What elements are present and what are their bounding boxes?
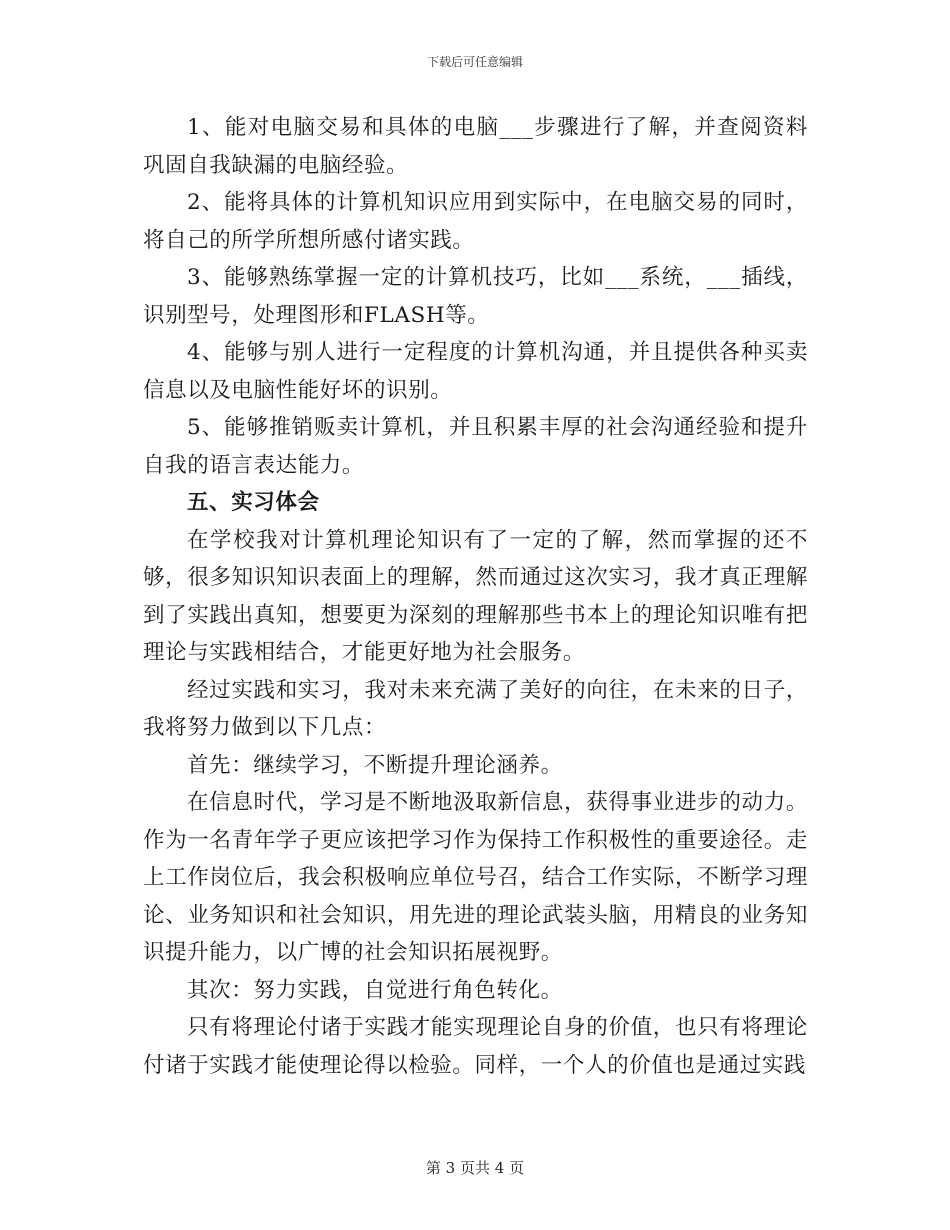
list-item-3: 3、能够熟练掌握一定的计算机技巧，比如___系统，___插线，识别型号，处理图形和FLASH等。 (143, 265, 808, 328)
list-item-5: 5、能够推销贩卖计算机，并且积累丰厚的社会沟通经验和提升自我的语言表达能力。 (143, 415, 808, 478)
body-paragraph: 只有将理论付诸于实践才能实现理论自身的价值，也只有将理论付诸于实践才能使理论得以检验。同样，一个人的价值也是通过实践 (143, 1015, 808, 1078)
body-paragraph: 在信息时代，学习是不断地汲取新信息，获得事业进步的动力。作为一名青年学子更应该把学习作为保持工作积极性的重要途径。走上工作岗位后，我会积极响应单位号召，结合工作实际，不断学习理论、业务知识和社会知识，用先进的理论武装头脑，用精良的业务知识提升能力，以广博的社会知识拓展视野。 (143, 790, 808, 965)
body-paragraph: 经过实践和实习，我对未来充满了美好的向往，在未来的日子，我将努力做到以下几点： (143, 677, 808, 740)
point-first: 首先：继续学习，不断提升理论涵养。 (187, 752, 563, 778)
page-footer: 第 3 页共 4 页 (425, 1159, 525, 1177)
list-item-4: 4、能够与别人进行一定程度的计算机沟通，并且提供各种买卖信息以及电脑性能好坏的识别。 (143, 340, 808, 403)
point-second: 其次：努力实践，自觉进行角色转化。 (187, 977, 563, 1003)
list-item-1: 1、能对电脑交易和具体的电脑___步骤进行了解，并查阅资料巩固自我缺漏的电脑经验。 (143, 115, 808, 178)
list-item-2: 2、能将具体的计算机知识应用到实际中，在电脑交易的同时，将自己的所学所想所感付诸实践。 (143, 190, 808, 253)
document-body (143, 109, 808, 1084)
body-paragraph: 在学校我对计算机理论知识有了一定的了解，然而掌握的还不够，很多知识知识表面上的理解，然而通过这次实习，我才真正理解到了实践出真知，想要更为深刻的理解那些书本上的理论知识唯有把理论与实践相结合，才能更好地为社会服务。 (143, 527, 808, 665)
page-header: 下载后可任意编辑 (426, 55, 523, 69)
section-heading: 五、实习体会 (187, 490, 320, 515)
